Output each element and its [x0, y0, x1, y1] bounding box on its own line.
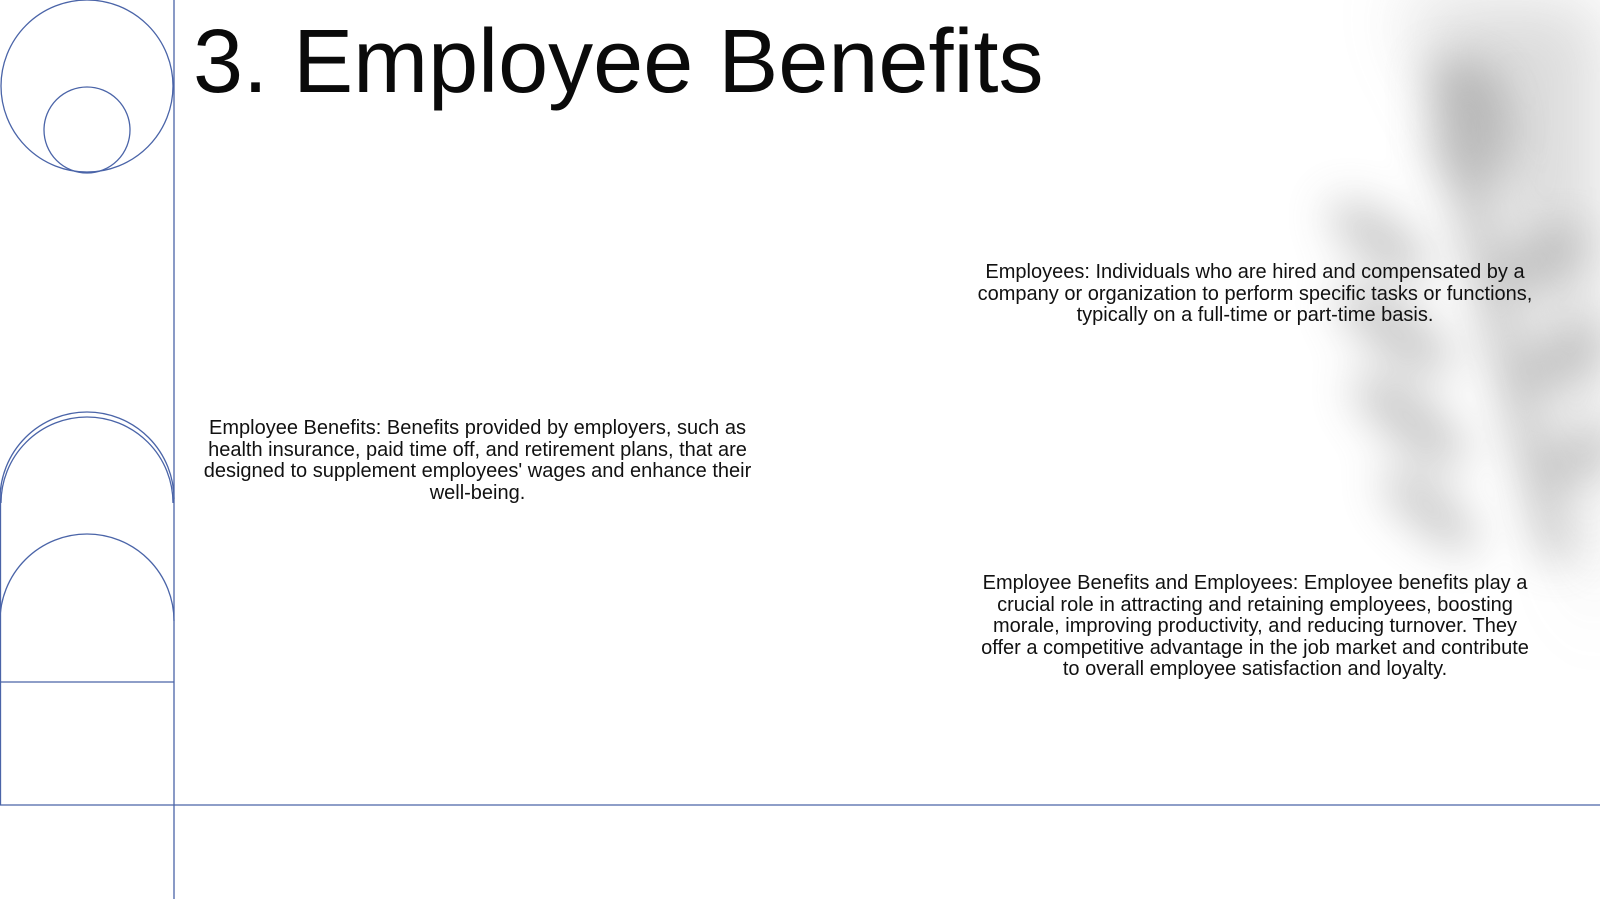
upper-arch-ornament	[1, 417, 173, 503]
employee-benefits-definition-text: Employee Benefits: Benefits provided by employers, such as health insurance, paid time off, and retirement plans, that are designed to supplement employees' wages and enhance their well-being.	[203, 417, 752, 504]
upper-arch-top	[0, 412, 174, 499]
large-circle-ornament	[1, 0, 173, 172]
slide-title: 3. Employee Benefits	[193, 12, 1044, 112]
lower-arch-ornament	[0, 534, 174, 621]
benefits-and-employees-text: Employee Benefits and Employees: Employee benefits play a crucial role in attracting and retaining employees, boosting morale, improving productivity, and reducing turnover. They offer a competitive advantage in the job market and contribute to overall employee satisfaction and loyalty.	[981, 572, 1529, 680]
small-circle-ornament	[44, 87, 130, 173]
employees-definition-text: Employees: Individuals who are hired and compensated by a company or organization to perform specific tasks or functions, typically on a full-time or part-time basis.	[977, 261, 1533, 326]
